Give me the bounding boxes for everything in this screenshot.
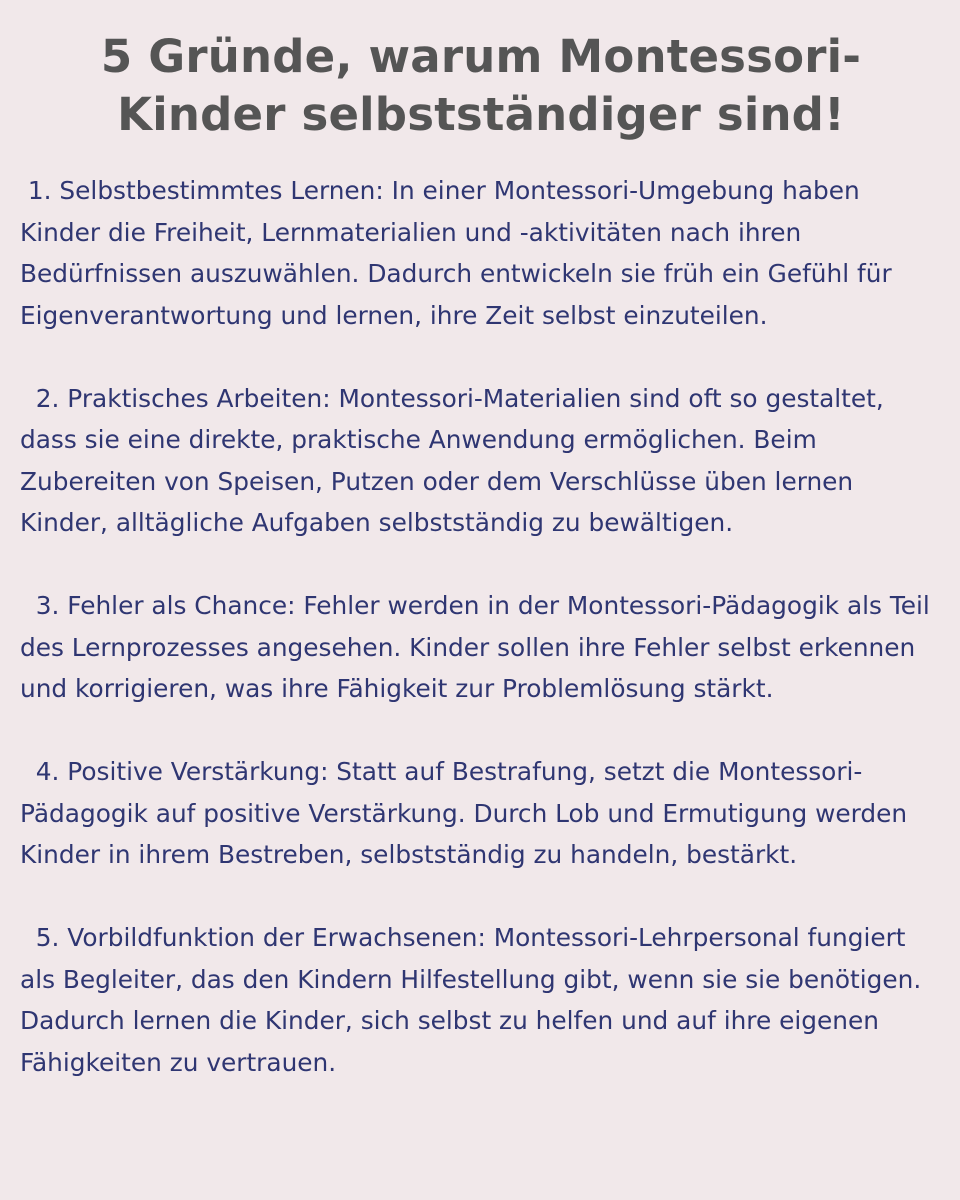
reason-5: 5. Vorbildfunktion der Erwachsenen: Montessori-Lehrpersonal fungiert als Begleiter, das den Kindern Hilfestellung gibt, wenn sie sie benötigen. Dadurch lernen die Kinder, sich selbst zu helfen und auf ihre eigenen Fähigkeiten zu vertrauen. — [20, 923, 930, 1077]
reasons-list — [20, 170, 942, 1083]
reason-3: 3. Fehler als Chance: Fehler werden in der Montessori-Pädagogik als Teil des Lernprozesses angesehen. Kinder sollen ihre Fehler selbst erkennen und korrigieren, was ihre Fähigkeit zur Problemlösung stärkt. — [20, 591, 938, 703]
reason-4: 4. Positive Verstärkung: Statt auf Bestrafung, setzt die Montessori-Pädagogik auf positive Verstärkung. Durch Lob und Ermutigung werden Kinder in ihrem Bestreben, selbstständig zu handeln, bestärkt. — [20, 757, 915, 869]
reason-2: 2. Praktisches Arbeiten: Montessori-Materialien sind oft so gestaltet, dass sie eine direkte, praktische Anwendung ermöglichen. Beim Zubereiten von Speisen, Putzen oder dem Verschlüsse üben lernen Kinder, alltägliche Aufgaben selbstständig zu bewältigen. — [20, 383, 892, 537]
page-title: 5 Gründe, warum Montessori-Kinder selbstständiger sind! — [100, 30, 862, 141]
reason-1: 1. Selbstbestimmtes Lernen: In einer Montessori-Umgebung haben Kinder die Freiheit, Lernmaterialien und -aktivitäten nach ihren Bedürfnissen auszuwählen. Dadurch entwickeln sie früh ein Gefühl für Eigenverantwortung und lernen, ihre Zeit selbst einzuteilen. — [20, 176, 900, 330]
